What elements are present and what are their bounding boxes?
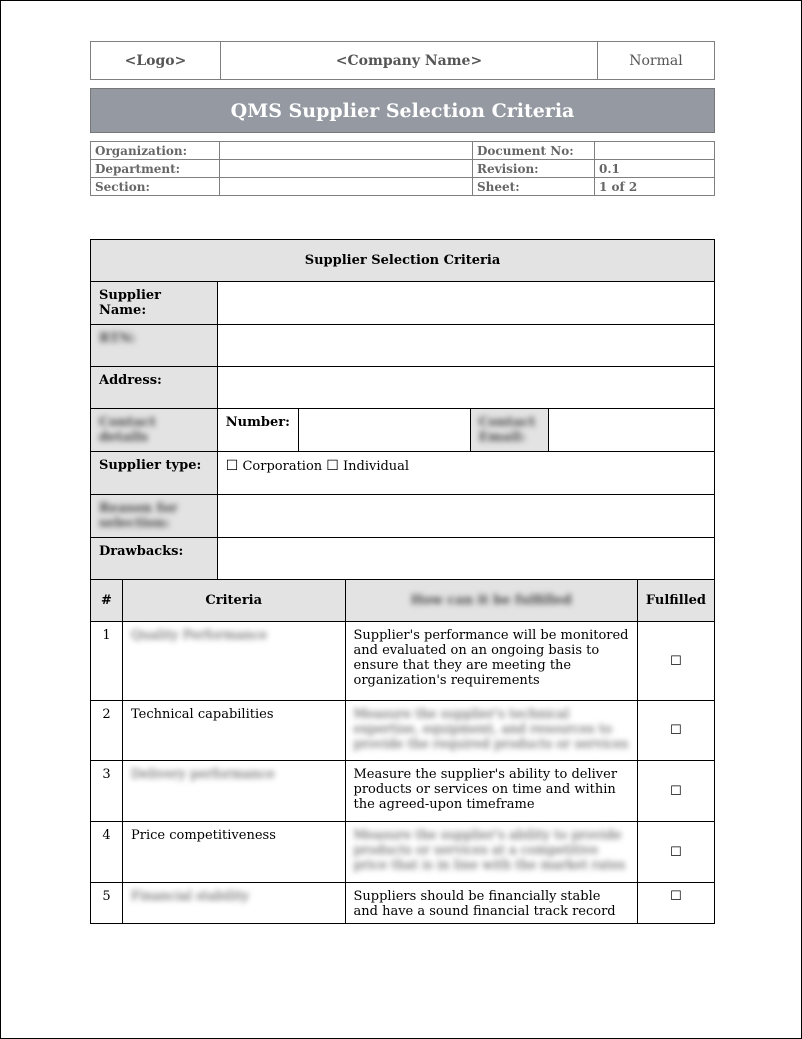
- address-label: Address:: [91, 367, 218, 409]
- form-title: Supplier Selection Criteria: [91, 240, 715, 282]
- individual-checkbox[interactable]: ☐: [326, 458, 339, 474]
- supplier-name-label: Supplier Name:: [91, 282, 218, 325]
- criteria-name: Delivery performance: [130, 767, 275, 782]
- column-header-fulfilled: Fulfilled: [637, 580, 714, 622]
- document-header: [90, 41, 715, 80]
- rtn-field[interactable]: [217, 325, 714, 367]
- contact-email-label: Contact Email:: [478, 415, 536, 445]
- number-label: Number:: [217, 409, 298, 452]
- supplier-name-field[interactable]: [217, 282, 714, 325]
- number-field[interactable]: [298, 409, 470, 452]
- fulfilled-checkbox[interactable]: ☐: [637, 822, 714, 883]
- supplier-type-options: [217, 452, 714, 495]
- criteria-description: Suppliers should be financially stable and have a sound financial track record: [353, 889, 616, 917]
- fulfilled-checkbox[interactable]: ☐: [637, 883, 714, 924]
- contact-details-label: Contact details: [99, 415, 156, 445]
- criteria-name: Price competitiveness: [122, 822, 345, 883]
- drawbacks-label: Drawbacks:: [91, 538, 218, 580]
- revision-value: 0.1: [595, 160, 715, 178]
- organization-label: Organization:: [91, 142, 220, 160]
- section-label: Section:: [91, 178, 220, 196]
- criteria-row: [91, 761, 715, 822]
- reason-for-selection-label: Reason for selection:: [99, 501, 178, 531]
- row-number: 2: [91, 701, 123, 761]
- row-number: 3: [91, 761, 123, 822]
- row-number: 4: [91, 822, 123, 883]
- column-header-how: How can it be fulfilled: [410, 593, 572, 608]
- department-value[interactable]: [220, 160, 473, 178]
- sheet-value: 1 of 2: [595, 178, 715, 196]
- criteria-row: [91, 622, 715, 701]
- document-title: QMS Supplier Selection Criteria: [90, 88, 715, 133]
- criteria-description: Measure the supplier's ability to provide products or services at a competitive price that is in line with the market rates: [353, 828, 626, 873]
- criteria-description: Measure the supplier's ability to deliver products or services on time and within the agreed-upon timeframe: [345, 761, 637, 822]
- corporation-checkbox[interactable]: ☐: [225, 458, 239, 474]
- row-number: 1: [91, 622, 123, 701]
- fulfilled-checkbox[interactable]: ☐: [637, 622, 714, 701]
- document-no-label: Document No:: [473, 142, 595, 160]
- criteria-description: Measure the supplier's technical expertise, equipment, and resources to provide the required products or services: [353, 707, 629, 752]
- sheet-label: Sheet:: [473, 178, 595, 196]
- row-number: 5: [91, 883, 123, 924]
- reason-for-selection-field[interactable]: [217, 495, 714, 538]
- company-name: <Company Name>: [221, 42, 598, 80]
- criteria-row: [91, 883, 715, 924]
- fulfilled-checkbox[interactable]: ☐: [637, 761, 714, 822]
- column-header-criteria: Criteria: [122, 580, 345, 622]
- section-value[interactable]: [220, 178, 473, 196]
- column-header-number: #: [91, 580, 123, 622]
- address-field[interactable]: [217, 367, 714, 409]
- organization-value[interactable]: [220, 142, 473, 160]
- supplier-selection-form: [90, 239, 715, 924]
- document-no-value[interactable]: [595, 142, 715, 160]
- individual-option-label: Individual: [343, 459, 410, 474]
- criteria-row: [91, 701, 715, 761]
- corporation-option-label: Corporation: [242, 459, 323, 474]
- department-label: Department:: [91, 160, 220, 178]
- rtn-label: RTN:: [99, 331, 136, 346]
- fulfilled-checkbox[interactable]: ☐: [637, 701, 714, 761]
- revision-label: Revision:: [473, 160, 595, 178]
- drawbacks-field[interactable]: [217, 538, 714, 580]
- criteria-description: Supplier's performance will be monitored and evaluated on an ongoing basis to ensure that they are meeting the organization's requirements: [345, 622, 637, 701]
- document-status: Normal: [598, 42, 715, 80]
- logo-placeholder: <Logo>: [91, 42, 221, 80]
- contact-email-field[interactable]: [548, 409, 714, 452]
- document-meta-table: [90, 141, 715, 196]
- criteria-name: Quality Performance: [130, 628, 268, 643]
- criteria-name: Technical capabilities: [122, 701, 345, 761]
- criteria-row: [91, 822, 715, 883]
- criteria-name: Financial stability: [130, 889, 250, 904]
- supplier-type-label: Supplier type:: [91, 452, 218, 495]
